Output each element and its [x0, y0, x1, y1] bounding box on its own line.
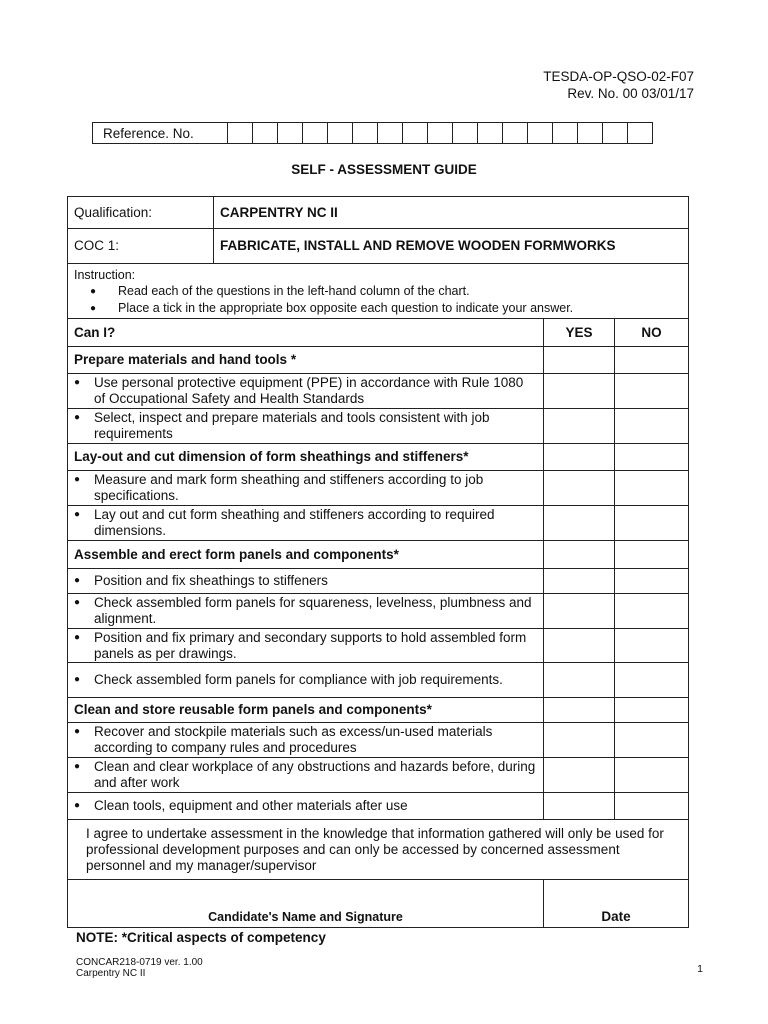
yes-checkbox[interactable] [544, 663, 615, 698]
bullet-icon: ● [74, 597, 81, 608]
reference-digit-box[interactable] [478, 123, 503, 144]
yes-checkbox[interactable] [544, 594, 615, 629]
yes-checkbox[interactable] [544, 629, 615, 663]
bullet-icon: ● [90, 303, 97, 314]
column-header-question: Can I? [68, 319, 544, 347]
reference-digit-box[interactable] [353, 123, 378, 144]
instruction-item: ● Place a tick in the appropriate box opposite each question to indicate your answer. [90, 301, 574, 315]
section-title: Clean and store reusable form panels and components* [68, 698, 544, 723]
question-row: ● Measure and mark form sheathing and stiffeners according to job specifications. [68, 471, 544, 506]
page-number: 1 [697, 963, 703, 975]
yes-checkbox[interactable] [544, 541, 615, 569]
no-checkbox[interactable] [615, 629, 689, 663]
reference-digit-box[interactable] [328, 123, 353, 144]
footer-qualification: Carpentry NC II [76, 968, 146, 979]
reference-digit-box[interactable] [503, 123, 528, 144]
question-row: ● Clean and clear workplace of any obstructions and hazards before, during and after work [68, 758, 544, 793]
yes-checkbox[interactable] [544, 758, 615, 793]
question-row: ● Recover and stockpile materials such as excess/un-used materials according to company rules and procedures [68, 723, 544, 758]
page-title: SELF - ASSESSMENT GUIDE [291, 162, 477, 177]
question-row: ● Clean tools, equipment and other materials after use [68, 793, 544, 820]
bullet-icon: ● [74, 575, 81, 586]
bullet-icon: ● [74, 412, 81, 423]
yes-checkbox[interactable] [544, 471, 615, 506]
question-row: ● Position and fix primary and secondary supports to hold assembled form panels as per drawings. [68, 629, 544, 663]
section-title: Prepare materials and hand tools * [68, 347, 544, 374]
yes-checkbox[interactable] [544, 723, 615, 758]
qualification-value: CARPENTRY NC II [214, 197, 689, 229]
no-checkbox[interactable] [615, 594, 689, 629]
bullet-icon: ● [74, 631, 81, 643]
no-checkbox[interactable] [615, 793, 689, 820]
coc-label: COC 1: [68, 229, 214, 264]
bullet-icon: ● [74, 474, 81, 485]
reference-digit-box[interactable] [428, 123, 453, 144]
assessment-table [67, 196, 689, 928]
yes-checkbox[interactable] [544, 347, 615, 374]
no-checkbox[interactable] [615, 663, 689, 698]
reference-label: Reference. No. [93, 123, 228, 144]
question-row: ● Select, inspect and prepare materials and tools consistent with job requirements [68, 409, 544, 444]
section-title: Assemble and erect form panels and components* [68, 541, 544, 569]
no-checkbox[interactable] [615, 698, 689, 723]
bullet-icon: ● [74, 509, 81, 520]
reference-digit-box[interactable] [453, 123, 478, 144]
no-checkbox[interactable] [615, 723, 689, 758]
form-code: TESDA-OP-QSO-02-F07 [543, 69, 694, 84]
reference-digit-box[interactable] [253, 123, 278, 144]
reference-digit-box[interactable] [378, 123, 403, 144]
footer [76, 957, 203, 979]
no-checkbox[interactable] [615, 444, 689, 471]
bullet-icon: ● [90, 286, 97, 297]
bullet-icon: ● [74, 761, 81, 772]
section-title: Lay-out and cut dimension of form sheathings and stiffeners* [68, 444, 544, 471]
instruction-heading: Instruction: [74, 268, 136, 282]
critical-aspects-note: NOTE: *Critical aspects of competency [76, 930, 326, 945]
question-row: ● Check assembled form panels for squareness, levelness, plumbness and alignment. [68, 594, 544, 629]
footer-document-code: CONCAR218-0719 ver. 1.00 [76, 957, 203, 968]
instruction-item: ● Read each of the questions in the left-hand column of the chart. [90, 284, 470, 298]
reference-digit-box[interactable] [403, 123, 428, 144]
question-row: ● Lay out and cut form sheathing and stiffeners according to required dimensions. [68, 506, 544, 541]
no-checkbox[interactable] [615, 471, 689, 506]
reference-digit-box[interactable] [303, 123, 328, 144]
reference-number-table [92, 122, 653, 144]
bullet-icon: ● [74, 674, 81, 685]
revision-number: Rev. No. 00 03/01/17 [567, 86, 694, 101]
reference-digit-box[interactable] [528, 123, 553, 144]
date-field[interactable]: Date [544, 880, 689, 928]
reference-digit-box[interactable] [553, 123, 578, 144]
no-checkbox[interactable] [615, 409, 689, 444]
yes-checkbox[interactable] [544, 374, 615, 409]
question-row: ● Position and fix sheathings to stiffeners [68, 569, 544, 594]
yes-checkbox[interactable] [544, 506, 615, 541]
candidate-signature-field[interactable]: Candidate's Name and Signature [68, 880, 544, 928]
bullet-icon: ● [74, 377, 81, 388]
bullet-icon: ● [74, 726, 81, 737]
bullet-icon: ● [74, 800, 81, 811]
yes-checkbox[interactable] [544, 698, 615, 723]
yes-checkbox[interactable] [544, 569, 615, 594]
no-checkbox[interactable] [615, 541, 689, 569]
no-checkbox[interactable] [615, 569, 689, 594]
no-checkbox[interactable] [615, 758, 689, 793]
reference-digit-box[interactable] [228, 123, 253, 144]
coc-value: FABRICATE, INSTALL AND REMOVE WOODEN FORMWORKS [214, 229, 689, 264]
question-row: ● Use personal protective equipment (PPE) in accordance with Rule 1080 of Occupational Safety and Health Standards [68, 374, 544, 409]
qualification-label: Qualification: [68, 197, 214, 229]
question-row: ● Check assembled form panels for compliance with job requirements. [68, 663, 544, 698]
document-code [543, 68, 694, 102]
no-checkbox[interactable] [615, 506, 689, 541]
yes-checkbox[interactable] [544, 409, 615, 444]
agreement-statement: I agree to undertake assessment in the knowledge that information gathered will only be used for professional development purposes and can only be accessed by concerned assessment personnel and my manager/supervisor [68, 820, 689, 880]
column-header-yes: YES [544, 319, 615, 347]
reference-digit-box[interactable] [578, 123, 603, 144]
column-header-no: NO [615, 319, 689, 347]
no-checkbox[interactable] [615, 347, 689, 374]
reference-digit-box[interactable] [628, 123, 653, 144]
reference-digit-box[interactable] [278, 123, 303, 144]
yes-checkbox[interactable] [544, 793, 615, 820]
no-checkbox[interactable] [615, 374, 689, 409]
reference-digit-box[interactable] [603, 123, 628, 144]
instruction-cell [68, 264, 689, 319]
yes-checkbox[interactable] [544, 444, 615, 471]
